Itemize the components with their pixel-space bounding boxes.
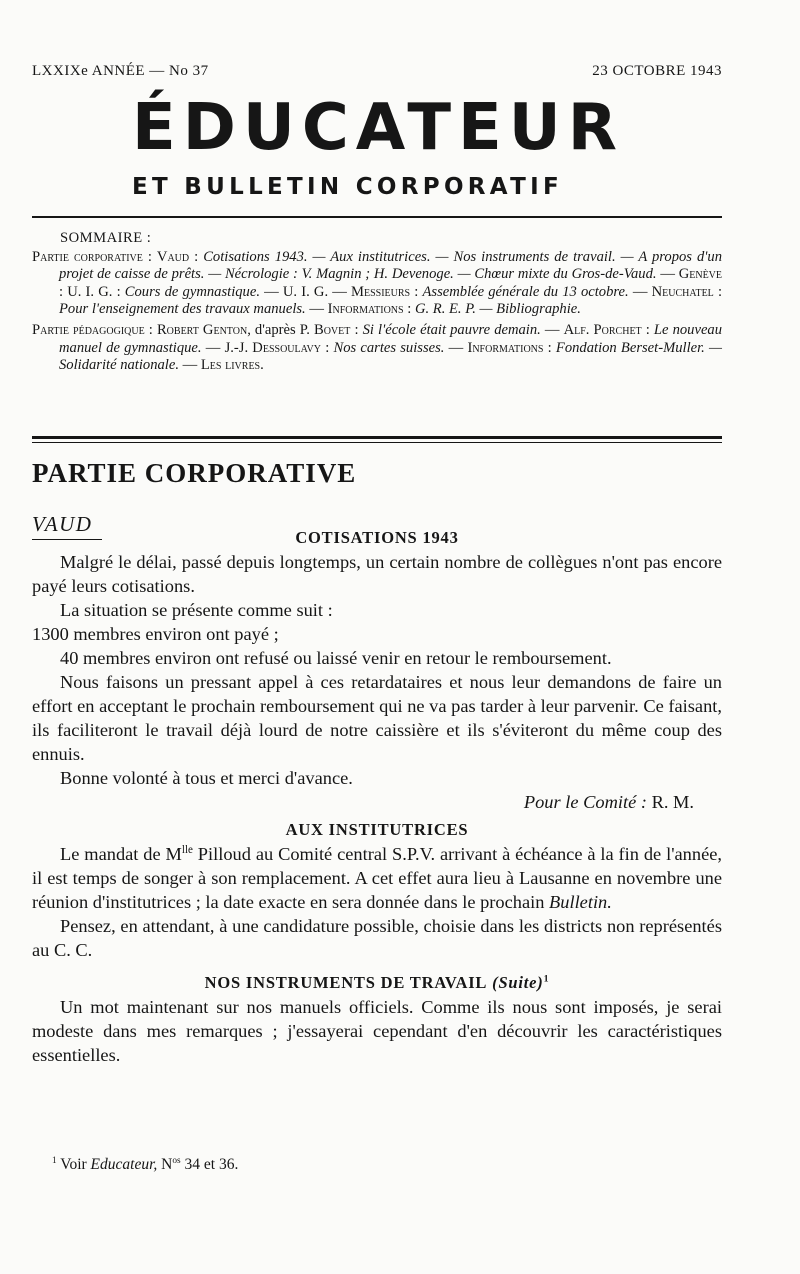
paragraph: Le mandat de $M^{lle}$ Pilloud au Comité central S.P.V. arrivant à échéance à la fin de l'année, il est temps de songer à son remplacement. A cet effet aura lieu à Lausanne en novembre une réunion d'institutrices ; la date exacte en sera donnée dans le prochain Bulletin. (32, 843, 723, 912)
double-divider-thin (32, 442, 722, 443)
issue-number: LXXIXe ANNÉE — No 37 (32, 63, 209, 79)
toc-partie-pedagogique: Partie pédagogique : Robert Genton, d'après P. Bovet : Si l'école était pauvre demain. — Alf. Porchet : Le nouveau manuel de gymnastique. — J.-J. Dessoulavy : Nos cartes suisses. — Informations : Fondation Berset-Muller. — Solidarité nationale. — Les livres. (32, 321, 723, 374)
table-of-contents (32, 230, 722, 378)
article-title-instruments: NOS INSTRUMENTS DE TRAVAIL (Suite)$^1$ (204, 973, 550, 992)
paragraph: 40 membres environ ont refusé ou laissé venir en retour le remboursement. (60, 648, 612, 668)
issue-header (32, 63, 722, 80)
masthead-title: ÉDUCATEUR (132, 91, 624, 165)
region-label: VAUD (32, 512, 102, 540)
paragraph: 1300 membres environ ont payé ; (32, 624, 279, 644)
paragraph: Pensez, en attendant, à une candidature possible, choisie dans les districts non représentés au C. C. (32, 916, 722, 960)
paragraph: Un mot maintenant sur nos manuels officiels. Comme ils nous sont imposés, je serai modeste dans mes remarques ; j'essayerai cependant d'en découvrir les caractéristiques essentielles. (32, 997, 722, 1065)
paragraph: La situation se présente comme suit : (60, 600, 333, 620)
toc-partie-corporative: Partie corporative : Vaud : Cotisations 1943. — Aux institutrices. — Nos instruments de travail. — A propos d'un projet de caisse de prêts. — Nécrologie : V. Magnin ; H. Devenoge. — Chœur mixte du Gros-de-Vaud. — Genève : U. I. G. : Cours de gymnastique. — U. I. G. — Messieurs : Assemblée générale du 13 octobre. — Neuchatel : Pour l'enseignement des travaux manuels. — Informations : G. R. E. P. — Bibliographie. (32, 248, 723, 318)
signature: Pour le Comité : R. M. (523, 792, 694, 812)
footnote: $^1$ Voir Educateur, $N^{os}$ 34 et 36. (52, 1155, 239, 1173)
top-divider (32, 216, 722, 218)
double-divider-thick (32, 436, 722, 439)
paragraph: Nous faisons un pressant appel à ces retardataires et nous leur demandons de faire un effort en acceptant le prochain remboursement qui ne va pas tarder à leur parvenir. Ce faisant, ils faciliteront le travail déjà lourd de notre caissière et ils s'éviteront du même coup des ennuis. (32, 672, 722, 764)
paragraph: Bonne volonté à tous et merci d'avance. (60, 768, 353, 788)
issue-date: 23 OCTOBRE 1943 (592, 63, 722, 79)
masthead-subtitle: ET BULLETIN CORPORATIF (132, 174, 563, 200)
toc-heading: SOMMAIRE : (60, 230, 152, 246)
paragraph: Malgré le délai, passé depuis longtemps, un certain nombre de collègues n'ont pas encore payé leurs cotisations. (32, 552, 722, 596)
article-body (32, 526, 722, 1067)
article-title-cotisations: COTISATIONS 1943 (295, 528, 459, 547)
article-title-institutrices: AUX INSTITUTRICES (285, 820, 469, 839)
section-title: PARTIE CORPORATIVE (32, 458, 357, 488)
